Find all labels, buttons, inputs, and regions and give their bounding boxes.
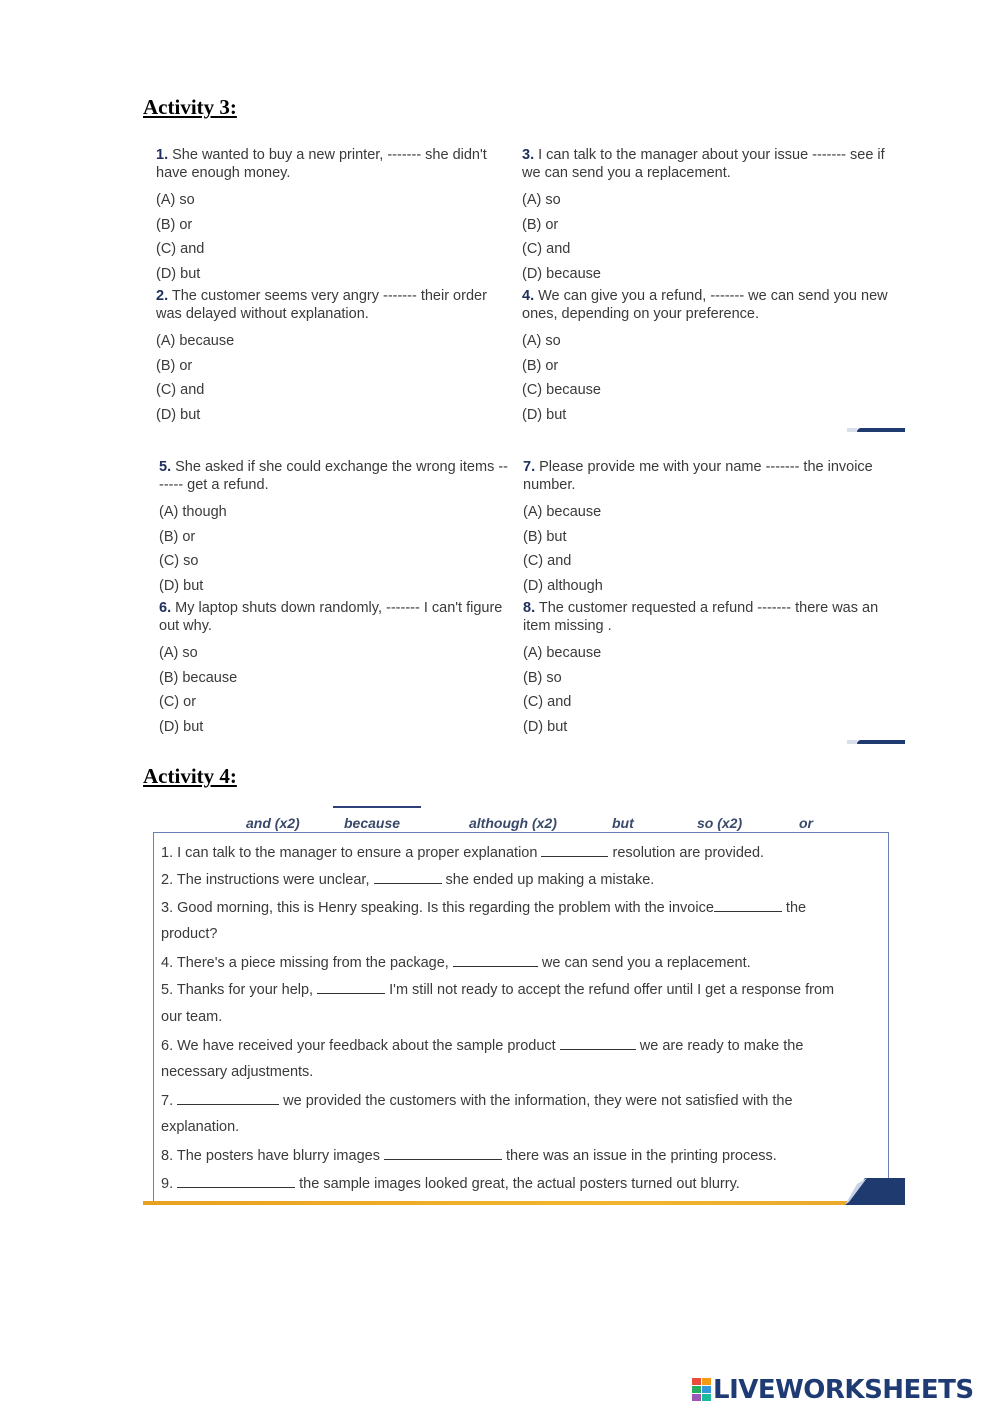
option-d[interactable]: (D) but <box>522 406 567 423</box>
question-4 <box>522 287 900 427</box>
footer-accent-bar <box>143 1201 905 1205</box>
question-6 <box>159 599 511 739</box>
answer-blank[interactable] <box>541 844 608 857</box>
question-column-right <box>522 146 900 427</box>
question-1 <box>156 146 508 287</box>
sentence-8: 8. The posters have blurry images there was an issue in the printing process. <box>161 1148 777 1164</box>
question-text: Please provide me with your name ------- the invoice number. <box>523 459 873 493</box>
word-bank-item: or <box>799 815 813 831</box>
question-text: My laptop shuts down randomly, ------- I can't figure out why. <box>159 600 503 634</box>
liveworksheets-logo <box>692 1374 974 1406</box>
answer-blank[interactable] <box>177 1175 295 1188</box>
option-a[interactable]: (A) so <box>159 645 198 661</box>
footer-corner-decoration <box>845 1178 905 1205</box>
option-c[interactable]: (C) because <box>522 382 601 398</box>
option-b[interactable]: (B) because <box>159 669 238 686</box>
question-column-left <box>156 146 508 427</box>
option-a[interactable]: (A) though <box>159 504 227 520</box>
liveworksheets-logo-icon <box>692 1378 712 1402</box>
word-bank-item: and (x2) <box>246 815 300 831</box>
liveworksheets-logo-text: LIVEWORKSHEETS <box>713 1375 974 1405</box>
sentence-6-continued: necessary adjustments. <box>161 1064 314 1080</box>
sentence-6: 6. We have received your feedback about the sample product we are ready to make the <box>161 1038 804 1054</box>
sentence-7: 7. we provided the customers with the information, they were not satisfied with the <box>161 1093 793 1109</box>
option-c[interactable]: (C) and <box>522 241 571 257</box>
answer-blank[interactable] <box>384 1147 502 1160</box>
question-text: The customer seems very angry ------- their order was delayed without explanation. <box>156 288 487 322</box>
option-b[interactable]: (B) or <box>156 357 193 374</box>
answer-blank[interactable] <box>714 899 782 912</box>
option-c[interactable]: (C) and <box>523 553 572 569</box>
question-number: 1. <box>156 147 169 163</box>
question-text: The customer requested a refund ------- there was an item missing . <box>523 600 879 634</box>
option-a[interactable]: (A) so <box>522 333 561 349</box>
option-b[interactable]: (B) or <box>522 216 559 233</box>
sentence-5-continued: our team. <box>161 1009 223 1025</box>
option-a[interactable]: (A) because <box>523 645 602 661</box>
question-number: 7. <box>523 459 536 475</box>
option-b[interactable]: (B) so <box>523 669 562 686</box>
option-d[interactable]: (D) because <box>522 265 601 282</box>
question-number: 4. <box>522 288 535 304</box>
word-bank-item: but <box>612 815 634 831</box>
panel-corner-fade <box>847 428 857 432</box>
question-column-left <box>159 458 511 739</box>
question-text: We can give you a refund, ------- we can send you new ones, depending on your preference. <box>522 288 888 322</box>
option-c[interactable]: (C) or <box>159 694 197 710</box>
question-5 <box>159 458 511 599</box>
answer-blank[interactable] <box>374 871 442 884</box>
question-3 <box>522 146 900 287</box>
option-c[interactable]: (C) so <box>159 553 199 569</box>
sentence-5: 5. Thanks for your help, I'm still not ready to accept the refund offer until I get a response from <box>161 982 835 998</box>
option-d[interactable]: (D) but <box>156 265 201 282</box>
sentence-9: 9. the sample images looked great, the actual posters turned out blurry. <box>161 1176 740 1192</box>
question-8 <box>523 599 898 739</box>
question-number: 6. <box>159 600 172 616</box>
question-panel-1 <box>143 140 905 432</box>
sentence-1: 1. I can talk to the manager to ensure a proper explanation resolution are provided. <box>161 845 765 861</box>
question-number: 3. <box>522 147 535 163</box>
option-a[interactable]: (A) because <box>156 333 235 349</box>
fill-in-exercise-box <box>153 832 889 1203</box>
sentence-3-continued: product? <box>161 926 218 942</box>
option-c[interactable]: (C) and <box>156 241 205 257</box>
answer-blank[interactable] <box>317 981 385 994</box>
question-column-right <box>523 458 898 739</box>
option-d[interactable]: (D) but <box>523 718 568 735</box>
question-number: 5. <box>159 459 172 475</box>
option-c[interactable]: (C) and <box>156 382 205 398</box>
question-2 <box>156 287 508 427</box>
question-text: She wanted to buy a new printer, ------- she didn't have enough money. <box>156 147 487 181</box>
panel-corner-decoration <box>857 740 905 744</box>
option-a[interactable]: (A) because <box>523 504 602 520</box>
word-bank-decoration <box>333 806 421 808</box>
option-b[interactable]: (B) but <box>523 528 567 545</box>
answer-blank[interactable] <box>177 1092 279 1105</box>
option-d[interactable]: (D) but <box>159 718 204 735</box>
option-d[interactable]: (D) but <box>156 406 201 423</box>
panel-corner-decoration <box>857 428 905 432</box>
sentence-4: 4. There's a piece missing from the package, we can send you a replacement. <box>161 955 751 971</box>
option-b[interactable]: (B) or <box>522 357 559 374</box>
option-d[interactable]: (D) but <box>159 577 204 594</box>
option-c[interactable]: (C) and <box>523 694 572 710</box>
option-d[interactable]: (D) although <box>523 577 603 594</box>
question-text: She asked if she could exchange the wrong items ------- get a refund. <box>159 459 508 493</box>
option-a[interactable]: (A) so <box>156 192 195 208</box>
sentence-2: 2. The instructions were unclear, she ended up making a mistake. <box>161 872 655 888</box>
option-b[interactable]: (B) or <box>156 216 193 233</box>
sentence-3: 3. Good morning, this is Henry speaking. Is this regarding the problem with the invoice the <box>161 900 807 916</box>
question-number: 8. <box>523 600 536 616</box>
question-panel-2 <box>143 452 905 744</box>
option-b[interactable]: (B) or <box>159 528 196 545</box>
word-bank-item: although (x2) <box>469 815 557 831</box>
word-bank-item: because <box>344 815 401 831</box>
panel-corner-fade <box>847 740 857 744</box>
word-bank <box>143 815 905 832</box>
question-number: 2. <box>156 288 169 304</box>
answer-blank[interactable] <box>560 1037 636 1050</box>
answer-blank[interactable] <box>453 954 538 967</box>
activity-4-heading: Activity 4: <box>143 764 237 788</box>
sentence-7-continued: explanation. <box>161 1119 240 1135</box>
option-a[interactable]: (A) so <box>522 192 561 208</box>
question-7 <box>523 458 898 599</box>
question-text: I can talk to the manager about your issue ------- see if we can send you a replacement. <box>522 147 885 181</box>
word-bank-item: so (x2) <box>697 815 743 831</box>
activity-3-heading: Activity 3: <box>143 95 237 119</box>
